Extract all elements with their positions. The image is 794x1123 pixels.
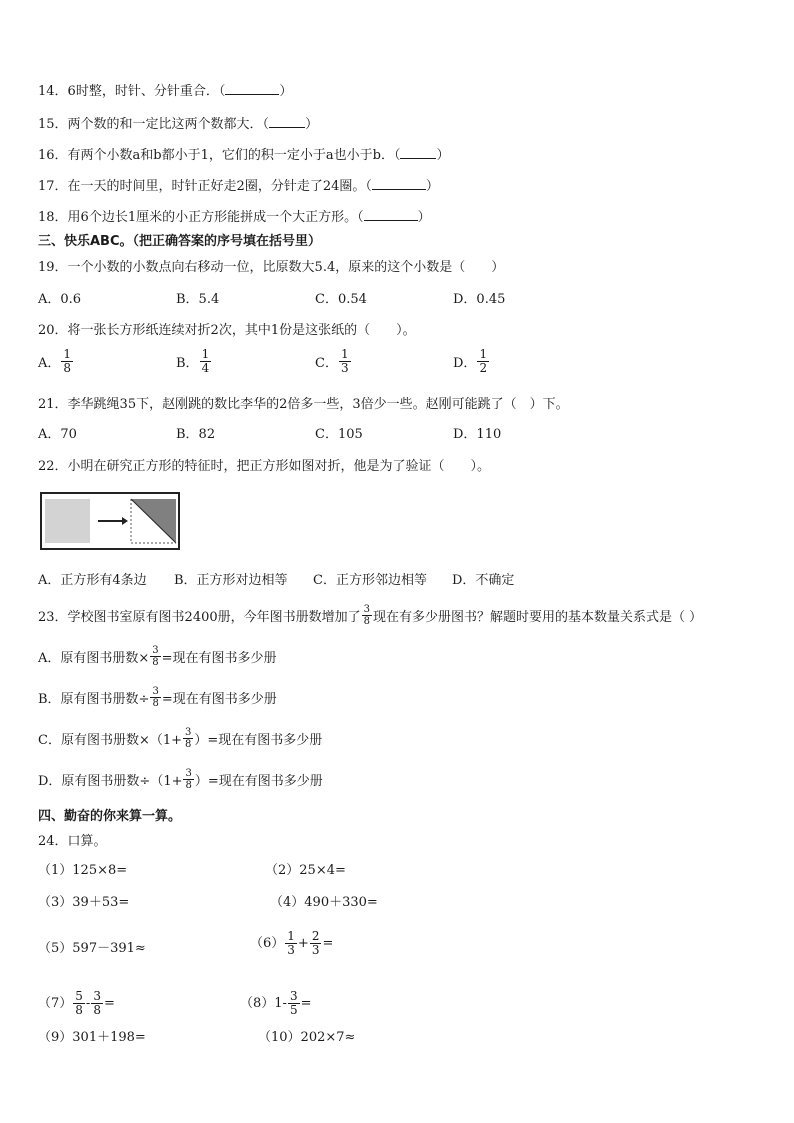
q19-option-b[interactable]: B．5.4 [176,292,220,307]
section-4-heading: 四、勤奋的你来算一算。 [38,809,182,824]
fraction: $\frac{2}{3}$ [311,929,320,957]
fraction: $\frac{1}{4}$ [201,347,210,375]
calc-3: （3）39＋53= [38,895,130,910]
fraction: $\frac{3}{5}$ [289,989,298,1017]
fraction: $\frac{3}{8}$ [185,768,192,791]
calc-5: （5）597－391≈ [38,941,146,956]
fraction: $\frac{3}{8}$ [152,645,159,668]
square-fold-diagram [42,494,178,548]
question-20: 20．将一张长方形纸连续对折2次，其中1份是这张纸的（ ）。 [38,323,416,338]
answer-blank[interactable] [364,208,418,221]
fraction: $\frac{1}{3}$ [287,929,295,957]
q21-option-d[interactable]: D．110 [453,427,502,442]
fraction: $\frac{3}{8}$ [185,727,192,750]
q19-option-c[interactable]: C．0.54 [315,292,367,307]
fraction: $\frac{3}{8}$ [363,604,371,627]
fraction: $\frac{5}{8}$ [75,989,83,1017]
question-14: 14．6时整，时针、分针重合．（ ） [38,84,293,99]
answer-blank[interactable] [400,146,436,159]
question-22: 22．小明在研究正方形的特征时，把正方形如图对折，他是为了验证（ ）。 [38,459,491,474]
question-19: 19．一个小数的小数点向右移动一位，比原数大5.4，原来的这个小数是（ ） [38,260,505,275]
q20-option-a[interactable]: A． $\frac{1}{8}$ [38,347,72,375]
q20-option-c[interactable]: C． $\frac{1}{3}$ [315,347,349,375]
q19-option-d[interactable]: D．0.45 [453,292,506,307]
fraction: $\frac{1}{2}$ [479,347,488,375]
q22-option-b[interactable]: B．正方形对边相等 [174,573,288,588]
q23-option-d[interactable]: D．原有图书册数÷（1+ $\frac{3}{8}$ ）=现在有图书多少册 [38,768,323,791]
q22-option-a[interactable]: A．正方形有4条边 [38,573,147,588]
fraction: $\frac{1}{3}$ [340,347,349,375]
fraction: $\frac{1}{8}$ [63,347,72,375]
calc-1: （1）125×8= [38,863,128,878]
calc-10: （10）202×7≈ [258,1030,356,1045]
q20-option-b[interactable]: B． $\frac{1}{4}$ [176,347,210,375]
question-16: 16．有两个小数a和b都小于1，它们的积一定小于a也小于b．（ ） [38,148,450,163]
question-15: 15．两个数的和一定比这两个数都大．（ ） [38,117,319,132]
square-fold-figure [40,492,180,550]
calc-4: （4）490＋330= [270,895,378,910]
fraction: $\frac{3}{8}$ [93,989,101,1017]
fraction: $\frac{3}{8}$ [152,686,159,709]
question-23: 23．学校图书室原有图书2400册，今年图书册数增加了 $\frac{3}{8}$ 现在有多少册图书？解题时要用的基本数量关系式是（ ） [38,604,703,627]
calc-2: （2）25×4= [265,863,346,878]
q23-option-b[interactable]: B．原有图书册数÷ $\frac{3}{8}$ =现在有图书多少册 [38,686,277,709]
q21-option-c[interactable]: C．105 [315,427,363,442]
question-24-title: 24．口算。 [38,834,107,849]
calc-8: （8）1- $\frac{3}{5}$ = [240,989,312,1017]
answer-blank[interactable] [372,177,426,190]
calc-7: （7） $\frac{5}{8}$ - $\frac{3}{8}$ = [38,989,115,1017]
question-21: 21．李华跳绳35下，赵刚跳的数比李华的2倍多一些，3倍少一些。赵刚可能跳了（ ）下。 [38,397,569,412]
q22-option-c[interactable]: C．正方形邻边相等 [313,573,427,588]
q19-option-a[interactable]: A．0.6 [38,292,82,307]
calc-6: （6） $\frac{1}{3}$ + $\frac{2}{3}$ = [250,929,334,957]
q23-option-a[interactable]: A．原有图书册数× $\frac{3}{8}$ =现在有图书多少册 [38,645,277,668]
arrow-head-icon [122,517,128,525]
answer-blank[interactable] [225,82,279,95]
q20-option-d[interactable]: D． $\frac{1}{2}$ [453,347,488,375]
calc-9: （9）301＋198= [38,1030,146,1045]
question-17: 17．在一天的时间里，时针正好走2圈，分针走了24圈。（ ） [38,179,439,194]
q21-option-b[interactable]: B．82 [176,427,216,442]
q22-option-d[interactable]: D．不确定 [452,573,515,588]
section-3-heading: 三、快乐ABC。（把正确答案的序号填在括号里） [38,234,322,249]
gray-square [45,499,90,543]
q23-option-c[interactable]: C．原有图书册数×（1+ $\frac{3}{8}$ ）=现在有图书多少册 [38,727,323,750]
q21-option-a[interactable]: A．70 [38,427,77,442]
answer-blank[interactable] [269,115,305,128]
question-18: 18．用6个边长1厘米的小正方形能拼成一个大正方形。（ ） [38,210,431,225]
